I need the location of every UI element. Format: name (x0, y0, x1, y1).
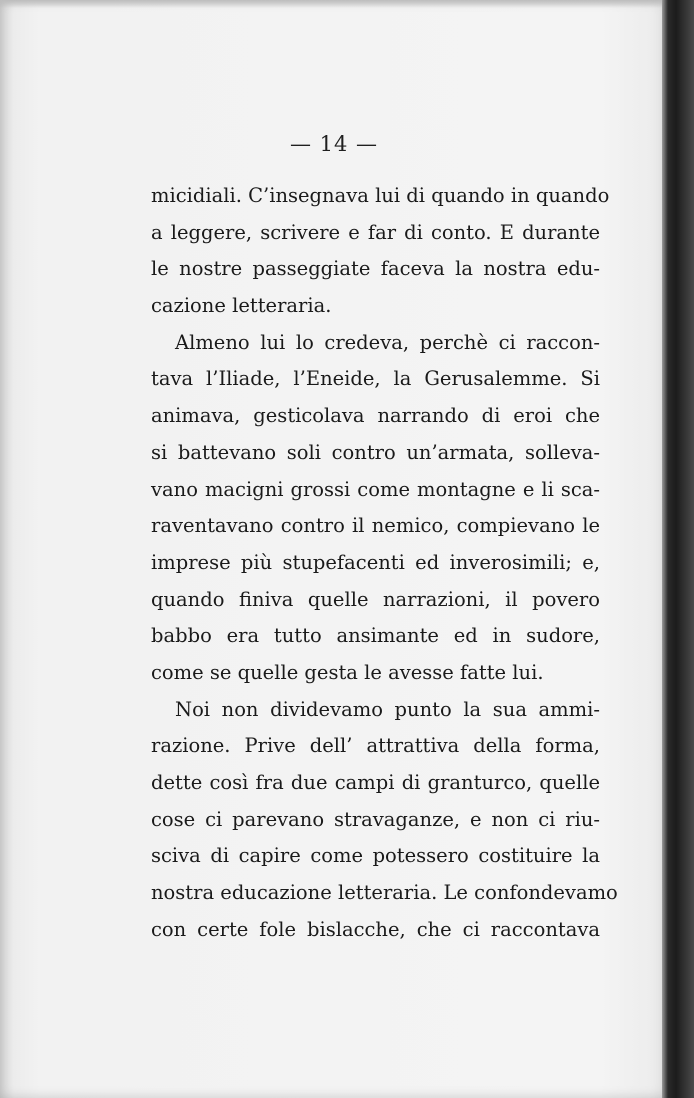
text-line: quando finiva quelle narrazioni, il povero (151, 587, 600, 611)
text-line: vano macigni grossi come montagne e li sca- (151, 477, 600, 501)
text-line: tava l’Iliade, l’Eneide, la Gerusalemme. Si (151, 367, 600, 391)
text-line: imprese più stupefacenti ed inverosimili; e, (151, 550, 600, 574)
book-binding-edge (662, 0, 694, 1098)
text-line: cose ci parevano stravaganze, e non ci riu- (151, 807, 600, 831)
text-line: con certe fole bislacche, che ci raccontava (151, 917, 600, 941)
text-line: animava, gesticolava narrando di eroi che (151, 404, 600, 428)
text-line: micidiali. C’insegnava lui di quando in quando (151, 184, 610, 207)
text-line: cazione letteraria. (151, 294, 332, 318)
text-line: raventavano contro il nemico, compievano le (151, 514, 600, 538)
text-line: nostra educazione letteraria. Le confondevamo (151, 881, 618, 905)
body-text (151, 178, 618, 948)
text-line: razione. Prive dell’ attrattiva della forma, (151, 734, 600, 758)
text-line: sciva di capire come potessero costituire la (151, 844, 600, 868)
text-line: a leggere, scrivere e far di conto. E durante (151, 220, 600, 244)
text-line: Noi non dividevamo punto la sua ammi- (175, 697, 600, 721)
text-line: Almeno lui lo credeva, perchè ci raccon- (175, 330, 600, 354)
text-line: dette così fra due campi di granturco, quelle (151, 771, 600, 794)
text-line: si battevano soli contro un’armata, solleva- (151, 440, 600, 464)
page-number: — 14 — (289, 132, 379, 156)
text-line: babbo era tutto ansimante ed in sudore, (151, 624, 600, 648)
page-top-shadow (0, 0, 668, 8)
text-line: come se quelle gesta le avesse fatte lui. (151, 660, 544, 684)
text-line: le nostre passeggiate faceva la nostra edu- (151, 257, 600, 281)
